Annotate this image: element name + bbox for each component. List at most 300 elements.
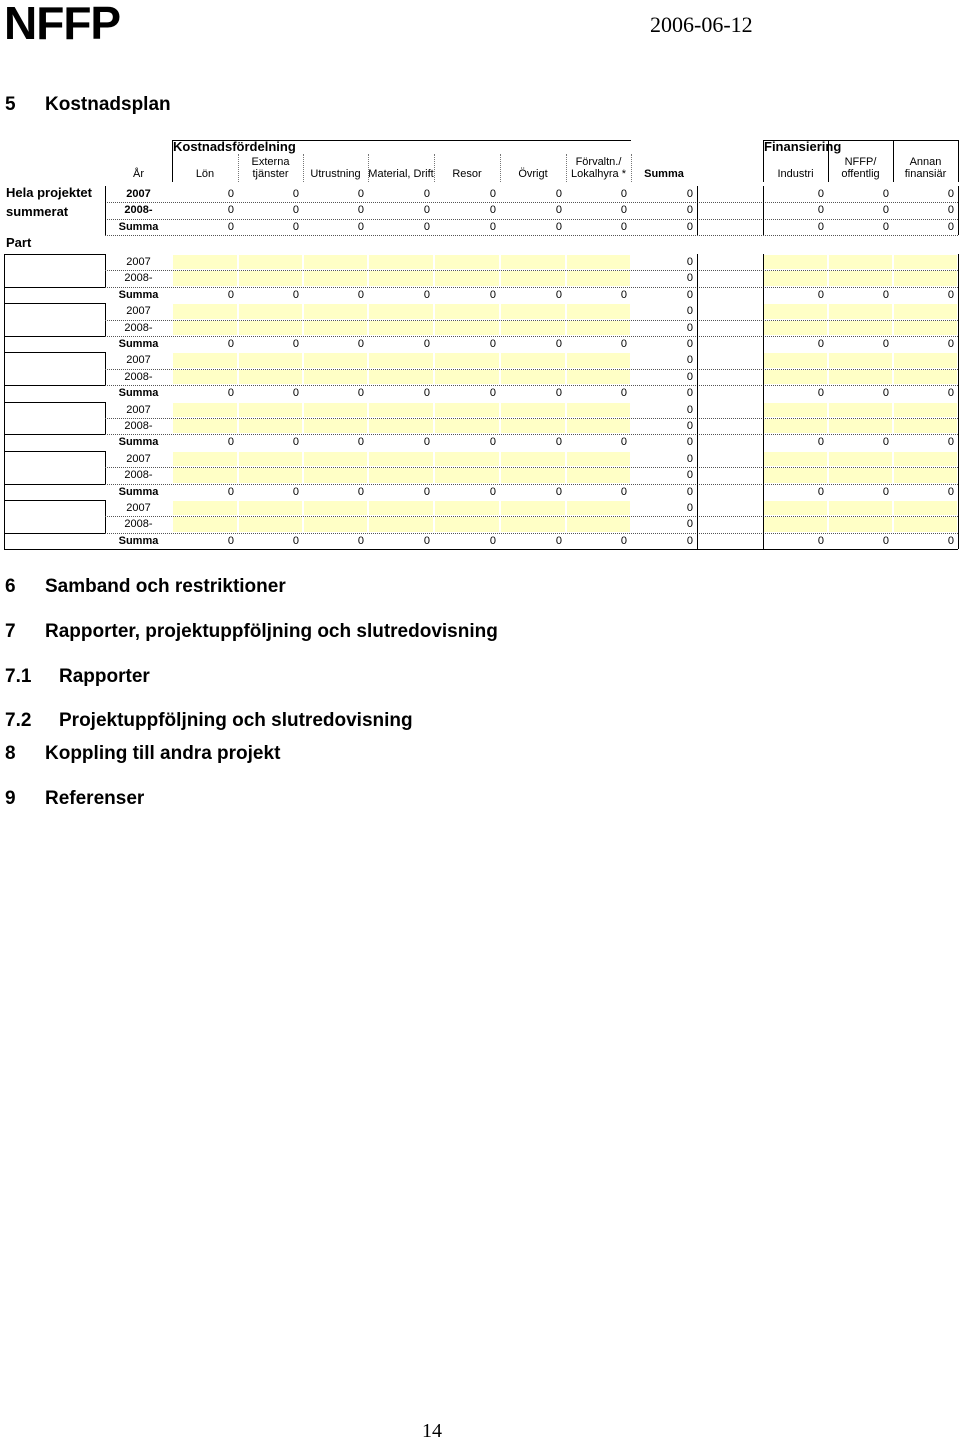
amount-input-cell[interactable]: [173, 255, 237, 269]
amount-input-cell[interactable]: [894, 255, 957, 269]
amount-input-cell[interactable]: [764, 419, 827, 433]
amount-input-cell[interactable]: [304, 255, 367, 269]
amount-input-cell[interactable]: [239, 501, 302, 515]
amount-input-cell[interactable]: [173, 304, 237, 318]
amount-input-cell[interactable]: [829, 271, 892, 285]
amount-input-cell[interactable]: [304, 304, 367, 318]
amount-input-cell[interactable]: [764, 321, 827, 335]
column-line: [697, 186, 698, 235]
table-left-line: [4, 254, 5, 549]
amount-input-cell[interactable]: [369, 353, 433, 367]
summary-row-value: 0: [686, 188, 693, 200]
part-total-value: 0: [882, 387, 889, 400]
part-total-value: 0: [423, 534, 430, 547]
header-divider: [958, 140, 959, 182]
part-total-value: 0: [620, 436, 627, 449]
amount-input-cell[interactable]: [369, 271, 433, 285]
part-total-value: 0: [292, 436, 299, 449]
part-total-value: 0: [227, 485, 234, 498]
column-line: [763, 352, 764, 401]
amount-input-cell[interactable]: [567, 271, 630, 285]
amount-input-cell[interactable]: [304, 517, 367, 531]
amount-input-cell[interactable]: [894, 304, 957, 318]
amount-input-cell[interactable]: [369, 403, 433, 417]
section-number: 5: [5, 94, 16, 115]
amount-input-cell[interactable]: [501, 370, 565, 384]
column-header: [434, 154, 500, 180]
column-line: [763, 303, 764, 352]
amount-input-cell[interactable]: [173, 468, 237, 482]
part-row-sum: 0: [686, 469, 693, 482]
amount-input-cell[interactable]: [435, 353, 499, 367]
part-total-value: 0: [227, 387, 234, 400]
part-total-value: 0: [620, 534, 627, 547]
column-line: [697, 451, 698, 500]
column-header: [566, 154, 631, 180]
header-divider: [566, 154, 567, 182]
part-total-value: 0: [357, 338, 364, 350]
amount-input-cell[interactable]: [173, 321, 237, 335]
part-total-value: 0: [489, 485, 496, 498]
summary-row-year: 2008-: [124, 204, 153, 217]
amount-input-cell[interactable]: [435, 501, 499, 515]
section-title: Rapporter: [59, 666, 150, 687]
part-total-label: Summa: [118, 387, 159, 400]
column-header-label: Förvaltn./ Lokalhyra *: [570, 156, 627, 180]
amount-input-cell[interactable]: [435, 403, 499, 417]
amount-input-cell[interactable]: [369, 501, 433, 515]
part-row-year: 2007: [126, 354, 151, 367]
amount-input-cell[interactable]: [829, 304, 892, 318]
part-box-edge: [4, 533, 105, 534]
header-divider: [303, 154, 304, 182]
part-box-edge: [4, 434, 105, 435]
summary-row-value: 0: [357, 188, 364, 200]
part-box-edge: [4, 484, 105, 485]
section-number: 7.2: [5, 710, 32, 731]
part-total-value: 0: [423, 387, 430, 400]
section-title: Projektuppföljning och slutredovisning: [59, 710, 413, 731]
column-header-label: Lön: [195, 168, 215, 180]
part-total-value: 0: [292, 534, 299, 547]
amount-input-cell[interactable]: [304, 452, 367, 466]
amount-input-cell[interactable]: [435, 271, 499, 285]
summary-row-value: 0: [620, 220, 627, 233]
amount-input-cell[interactable]: [435, 304, 499, 318]
column-line: [697, 352, 698, 401]
summary-row-year: 2007: [126, 188, 151, 200]
row-divider: [105, 434, 958, 435]
header-divider: [631, 154, 632, 182]
amount-input-cell[interactable]: [764, 271, 827, 285]
part-total-value: 0: [227, 534, 234, 547]
amount-input-cell[interactable]: [435, 321, 499, 335]
part-row-sum: 0: [686, 370, 693, 383]
part-total-value: 0: [686, 485, 693, 498]
section-7-1-heading: [5, 666, 150, 688]
amount-input-cell[interactable]: [369, 419, 433, 433]
part-total-value: 0: [423, 288, 430, 301]
section-7-2-heading: [5, 710, 413, 732]
amount-input-cell[interactable]: [829, 452, 892, 466]
amount-input-cell[interactable]: [894, 501, 957, 515]
nffp-logo: NFFP: [4, 0, 121, 49]
amount-input-cell[interactable]: [501, 468, 565, 482]
amount-input-cell[interactable]: [829, 468, 892, 482]
summary-row-value: 0: [947, 220, 954, 233]
part-row-sum: 0: [686, 502, 693, 514]
row-divider: [105, 516, 958, 517]
amount-input-cell[interactable]: [567, 419, 630, 433]
part-total-value: 0: [292, 338, 299, 350]
cost-distribution-heading: Kostnadsfördelning: [173, 139, 296, 154]
part-row-year: 2007: [126, 256, 151, 268]
part-total-value: 0: [292, 485, 299, 498]
summary-row-value: 0: [489, 220, 496, 233]
column-header-label: NFFP/ offentlig: [841, 156, 880, 180]
amount-input-cell[interactable]: [239, 452, 302, 466]
amount-input-cell[interactable]: [764, 452, 827, 466]
summary-row-value: 0: [227, 220, 234, 233]
amount-input-cell[interactable]: [304, 271, 367, 285]
amount-input-cell[interactable]: [829, 370, 892, 384]
header-top-line: [763, 140, 958, 141]
column-line: [697, 254, 698, 303]
part-row-year: 2008-: [124, 272, 153, 285]
summary-row-value: 0: [555, 220, 562, 233]
column-header: [172, 154, 238, 180]
part-total-value: 0: [686, 534, 693, 547]
amount-input-cell[interactable]: [435, 370, 499, 384]
summary-row-value: 0: [555, 188, 562, 200]
part-total-value: 0: [489, 387, 496, 400]
amount-input-cell[interactable]: [894, 517, 957, 531]
column-header: [303, 154, 368, 180]
column-line: [763, 451, 764, 500]
amount-input-cell[interactable]: [369, 517, 433, 531]
amount-input-cell[interactable]: [894, 353, 957, 367]
header-divider: [368, 154, 369, 182]
part-total-label: Summa: [118, 534, 159, 547]
amount-input-cell[interactable]: [764, 517, 827, 531]
part-total-value: 0: [882, 338, 889, 350]
row-divider: [105, 320, 958, 321]
column-header: [763, 154, 828, 180]
header-divider: [893, 140, 894, 182]
part-total-value: 0: [555, 387, 562, 400]
amount-input-cell[interactable]: [567, 304, 630, 318]
amount-input-cell[interactable]: [829, 255, 892, 269]
part-total-value: 0: [686, 288, 693, 301]
part-row-year: 2007: [126, 502, 151, 514]
amount-input-cell[interactable]: [501, 271, 565, 285]
column-header: [631, 154, 697, 180]
column-header-label: Utrustning: [310, 168, 361, 180]
part-total-value: 0: [555, 436, 562, 449]
part-box-edge: [4, 451, 105, 452]
column-header-label: Externa tjänster: [251, 156, 290, 180]
column-line: [763, 500, 764, 549]
amount-input-cell[interactable]: [304, 321, 367, 335]
summary-row-value: 0: [882, 188, 889, 200]
header-divider: [500, 154, 501, 182]
section-title: Samband och restriktioner: [45, 576, 286, 597]
amount-input-cell[interactable]: [173, 370, 237, 384]
row-divider: [105, 235, 958, 236]
summary-row-value: 0: [817, 188, 824, 200]
amount-input-cell[interactable]: [304, 501, 367, 515]
amount-input-cell[interactable]: [764, 304, 827, 318]
amount-input-cell[interactable]: [764, 255, 827, 269]
amount-input-cell[interactable]: [239, 419, 302, 433]
amount-input-cell[interactable]: [894, 403, 957, 417]
summary-row-value: 0: [292, 204, 299, 217]
part-row-sum: 0: [686, 305, 693, 318]
part-total-value: 0: [489, 338, 496, 350]
part-total-value: 0: [555, 338, 562, 350]
summary-row-value: 0: [817, 220, 824, 233]
column-header-label: År: [133, 168, 144, 180]
row-divider: [105, 467, 958, 468]
amount-input-cell[interactable]: [501, 419, 565, 433]
part-total-value: 0: [947, 338, 954, 350]
amount-input-cell[interactable]: [567, 452, 630, 466]
amount-input-cell[interactable]: [501, 321, 565, 335]
column-line: [697, 500, 698, 549]
section-5-heading: [5, 94, 171, 116]
amount-input-cell[interactable]: [304, 419, 367, 433]
column-header-label: Summa: [644, 168, 684, 180]
amount-input-cell[interactable]: [567, 353, 630, 367]
part-total-value: 0: [817, 338, 824, 350]
amount-input-cell[interactable]: [764, 468, 827, 482]
header-divider: [763, 140, 764, 182]
amount-input-cell[interactable]: [304, 468, 367, 482]
part-total-value: 0: [357, 387, 364, 400]
summary-row-value: 0: [357, 220, 364, 233]
part-total-value: 0: [620, 387, 627, 400]
part-row-sum: 0: [686, 518, 693, 531]
part-total-value: 0: [227, 338, 234, 350]
amount-input-cell[interactable]: [369, 452, 433, 466]
part-total-value: 0: [292, 387, 299, 400]
summary-row-value: 0: [620, 204, 627, 217]
amount-input-cell[interactable]: [369, 468, 433, 482]
column-line: [763, 186, 764, 235]
amount-input-cell[interactable]: [435, 517, 499, 531]
amount-input-cell[interactable]: [501, 452, 565, 466]
amount-input-cell[interactable]: [239, 271, 302, 285]
column-header-label: Material, Drift: [368, 168, 434, 180]
part-row-year: 2008-: [124, 420, 153, 432]
amount-input-cell[interactable]: [764, 370, 827, 384]
amount-input-cell[interactable]: [894, 321, 957, 335]
amount-input-cell[interactable]: [435, 419, 499, 433]
part-box-edge: [4, 303, 105, 304]
column-line: [763, 254, 764, 303]
part-row-year: 2007: [126, 452, 151, 465]
column-header-label: Annan finansiär: [904, 156, 947, 180]
amount-input-cell[interactable]: [173, 419, 237, 433]
amount-input-cell[interactable]: [173, 353, 237, 367]
section-title: Rapporter, projektuppföljning och slutredovisning: [45, 621, 498, 642]
part-box-edge: [4, 402, 105, 403]
amount-input-cell[interactable]: [435, 452, 499, 466]
amount-input-cell[interactable]: [567, 468, 630, 482]
column-header: [238, 154, 303, 180]
amount-input-cell[interactable]: [501, 255, 565, 269]
amount-input-cell[interactable]: [173, 501, 237, 515]
amount-input-cell[interactable]: [501, 501, 565, 515]
amount-input-cell[interactable]: [764, 353, 827, 367]
amount-input-cell[interactable]: [501, 353, 565, 367]
part-total-value: 0: [357, 436, 364, 449]
whole-project-label: Hela projektet: [6, 185, 92, 200]
part-total-label: Summa: [118, 436, 159, 449]
amount-input-cell[interactable]: [894, 452, 957, 466]
amount-input-cell[interactable]: [239, 370, 302, 384]
part-total-value: 0: [292, 288, 299, 301]
whole-project-label: summerat: [6, 204, 69, 219]
column-header-label: Resor: [452, 168, 482, 180]
section-title: Kostnadsplan: [45, 94, 171, 115]
amount-input-cell[interactable]: [894, 468, 957, 482]
part-total-value: 0: [423, 485, 430, 498]
part-total-value: 0: [555, 534, 562, 547]
summary-row-year: Summa: [118, 220, 159, 233]
amount-input-cell[interactable]: [369, 255, 433, 269]
amount-input-cell[interactable]: [173, 452, 237, 466]
part-total-value: 0: [947, 288, 954, 301]
amount-input-cell[interactable]: [239, 517, 302, 531]
section-title: Koppling till andra projekt: [45, 743, 281, 764]
amount-input-cell[interactable]: [239, 353, 302, 367]
part-row-sum: 0: [686, 256, 693, 268]
summary-row-value: 0: [882, 220, 889, 233]
part-box-edge: [4, 254, 105, 255]
summary-row-value: 0: [686, 204, 693, 217]
amount-input-cell[interactable]: [829, 403, 892, 417]
cost-plan-table: [0, 130, 960, 555]
part-total-value: 0: [357, 534, 364, 547]
header-top-line: [172, 140, 631, 141]
summary-row-value: 0: [292, 220, 299, 233]
part-total-value: 0: [423, 338, 430, 350]
summary-row-value: 0: [489, 188, 496, 200]
section-9-heading: [5, 788, 145, 810]
amount-input-cell[interactable]: [501, 304, 565, 318]
part-total-value: 0: [882, 534, 889, 547]
row-divider: [105, 270, 958, 271]
amount-input-cell[interactable]: [369, 321, 433, 335]
amount-input-cell[interactable]: [173, 517, 237, 531]
amount-input-cell[interactable]: [894, 419, 957, 433]
part-row-sum: 0: [686, 272, 693, 285]
amount-input-cell[interactable]: [567, 370, 630, 384]
part-total-value: 0: [227, 436, 234, 449]
part-total-value: 0: [882, 436, 889, 449]
amount-input-cell[interactable]: [304, 403, 367, 417]
column-header: [105, 154, 172, 180]
part-row-sum: 0: [686, 420, 693, 432]
part-total-value: 0: [620, 288, 627, 301]
amount-input-cell[interactable]: [304, 370, 367, 384]
amount-input-cell[interactable]: [435, 468, 499, 482]
part-total-label: Summa: [118, 485, 159, 498]
part-total-value: 0: [555, 485, 562, 498]
amount-input-cell[interactable]: [239, 321, 302, 335]
column-line: [763, 402, 764, 451]
part-row-year: 2008-: [124, 469, 153, 482]
amount-input-cell[interactable]: [567, 501, 630, 515]
amount-input-cell[interactable]: [369, 370, 433, 384]
amount-input-cell[interactable]: [567, 321, 630, 335]
amount-input-cell[interactable]: [173, 271, 237, 285]
amount-input-cell[interactable]: [239, 403, 302, 417]
amount-input-cell[interactable]: [239, 255, 302, 269]
column-header: [828, 154, 893, 180]
summary-row-value: 0: [357, 204, 364, 217]
section-number: 7.1: [5, 666, 32, 687]
part-total-value: 0: [947, 534, 954, 547]
summary-row-value: 0: [292, 188, 299, 200]
part-total-value: 0: [686, 387, 693, 400]
amount-input-cell[interactable]: [829, 353, 892, 367]
part-total-value: 0: [817, 534, 824, 547]
amount-input-cell[interactable]: [304, 353, 367, 367]
summary-row-value: 0: [227, 204, 234, 217]
header-divider: [172, 140, 173, 182]
part-row-year: 2007: [126, 403, 151, 416]
amount-input-cell[interactable]: [829, 501, 892, 515]
column-line: [958, 303, 959, 352]
amount-input-cell[interactable]: [173, 403, 237, 417]
column-line: [697, 303, 698, 352]
amount-input-cell[interactable]: [501, 517, 565, 531]
part-total-value: 0: [227, 288, 234, 301]
amount-input-cell[interactable]: [894, 271, 957, 285]
amount-input-cell[interactable]: [764, 403, 827, 417]
part-box-edge: [4, 287, 105, 288]
section-number: 7: [5, 621, 16, 642]
amount-input-cell[interactable]: [829, 321, 892, 335]
amount-input-cell[interactable]: [239, 468, 302, 482]
amount-input-cell[interactable]: [829, 517, 892, 531]
amount-input-cell[interactable]: [567, 517, 630, 531]
amount-input-cell[interactable]: [501, 403, 565, 417]
row-divider: [105, 533, 958, 534]
column-line: [958, 500, 959, 549]
part-row-sum: 0: [686, 452, 693, 465]
header-divider: [434, 154, 435, 182]
part-total-value: 0: [620, 338, 627, 350]
document-date: 2006-06-12: [650, 12, 753, 37]
summary-row-value: 0: [423, 188, 430, 200]
summary-row-value: 0: [620, 188, 627, 200]
part-box-edge: [4, 385, 105, 386]
summary-row-value: 0: [423, 204, 430, 217]
amount-input-cell[interactable]: [435, 255, 499, 269]
amount-input-cell[interactable]: [829, 419, 892, 433]
amount-input-cell[interactable]: [894, 370, 957, 384]
amount-input-cell[interactable]: [239, 304, 302, 318]
column-header-label: Övrigt: [518, 168, 548, 180]
amount-input-cell[interactable]: [764, 501, 827, 515]
amount-input-cell[interactable]: [567, 403, 630, 417]
amount-input-cell[interactable]: [369, 304, 433, 318]
amount-input-cell[interactable]: [567, 255, 630, 269]
row-divider: [105, 385, 958, 386]
